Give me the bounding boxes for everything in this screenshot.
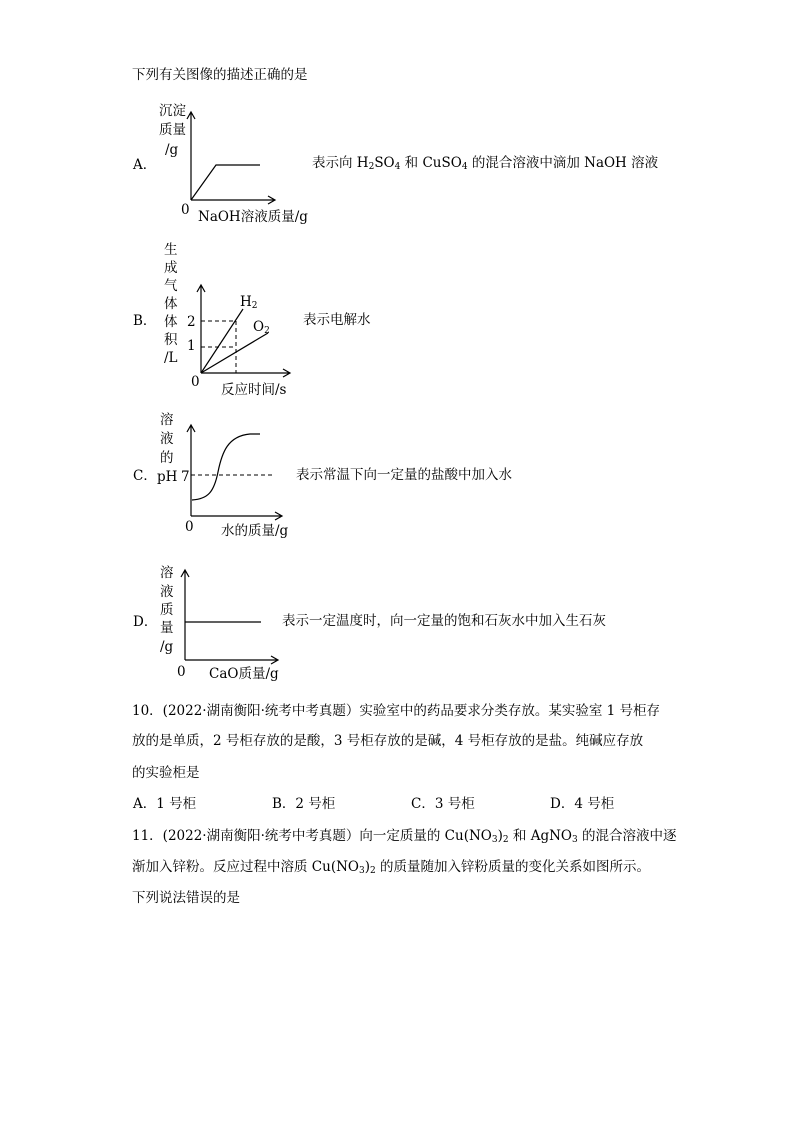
- option-b-description: 表示电解水: [303, 312, 371, 328]
- question-11-line-2: 渐加入锌粉。反应过程中溶质 $Cu(NO_3)_2$ 的质量随加入锌粉质量的变化关系如图所示。: [132, 859, 651, 876]
- option-c-ylabel-1: 溶: [160, 412, 174, 428]
- option-d-description: 表示一定温度时，向一定量的饱和石灰水中加入生石灰: [282, 613, 606, 629]
- question-intro: 下列有关图像的描述正确的是: [132, 67, 308, 83]
- option-c-ylabel-4: pH: [157, 469, 178, 485]
- option-b-ylabel-6: 积: [164, 332, 178, 348]
- option-c-ylabel-2: 液: [160, 431, 174, 447]
- option-c-origin: 0: [185, 519, 194, 535]
- option-b-series-o2: $O_2$: [253, 319, 270, 336]
- option-b-ylabel-4: 体: [164, 296, 178, 312]
- option-a-ylabel-1: 沉淀: [159, 103, 186, 119]
- option-d-ylabel-2: 液: [160, 584, 174, 600]
- option-d-label: D．: [133, 614, 158, 630]
- option-b-ylabel-1: 生: [164, 242, 178, 258]
- option-b-series-h2: $H_2$: [240, 294, 258, 311]
- option-a-description: 表示向 $H_2SO_4$ 和 CuSO$_4$ 的混合溶液中滴加 NaOH 溶液: [312, 155, 659, 172]
- question-10-choice-b: B．2 号柜: [272, 796, 336, 812]
- option-b-ylabel-2: 成: [164, 260, 178, 276]
- option-a-origin: 0: [181, 202, 190, 218]
- question-10-line-2: 放的是单质，2 号柜存放的是酸，3 号柜存放的是碱，4 号柜存放的是盐。纯碱应存放: [132, 733, 644, 749]
- option-a-xlabel: NaOH溶液质量/g: [198, 209, 308, 225]
- option-b-ylabel-7: /L: [164, 350, 178, 366]
- option-c-tick-7: 7: [181, 469, 190, 485]
- option-b-tick-2: 2: [187, 314, 196, 330]
- option-b-ylabel-3: 气: [164, 278, 178, 294]
- option-d-xlabel: CaO质量/g: [209, 666, 279, 682]
- option-c-ylabel-3: 的: [160, 450, 174, 466]
- option-b-xlabel: 反应时间/s: [221, 382, 287, 398]
- option-d-ylabel-4: 量: [160, 620, 174, 636]
- option-b-label: B．: [133, 313, 157, 329]
- option-d-origin: 0: [177, 664, 186, 680]
- question-10-line-1: 10．(2022·湖南衡阳·统考中考真题）实验室中的药品要求分类存放。某实验室 1 号柜存: [132, 703, 661, 719]
- option-c-label: C．: [133, 468, 157, 484]
- option-b-tick-1: 1: [187, 338, 196, 354]
- option-b-ylabel-5: 体: [164, 314, 178, 330]
- option-a-ylabel-3: /g: [165, 142, 179, 158]
- option-c-description: 表示常温下向一定量的盐酸中加入水: [296, 467, 512, 483]
- question-10-choice-a: A．1 号柜: [133, 796, 197, 812]
- question-10-choice-d: D．4 号柜: [550, 796, 615, 812]
- option-c-xlabel: 水的质量/g: [221, 523, 289, 539]
- question-11-line-3: 下列说法错误的是: [132, 890, 240, 906]
- option-d-ylabel-1: 溶: [160, 565, 174, 581]
- question-10-line-3: 的实验柜是: [132, 765, 200, 781]
- option-a-label: A．: [133, 157, 157, 173]
- option-d-ylabel-3: 质: [160, 602, 174, 618]
- option-b-origin: 0: [191, 374, 200, 390]
- question-11-line-1: 11．(2022·湖南衡阳·统考中考真题）向一定质量的 $Cu(NO_3)_2$ 和 AgNO$_3$ 的混合溶液中逐: [132, 828, 677, 845]
- question-10-choice-c: C．3 号柜: [411, 796, 475, 812]
- option-d-ylabel-5: /g: [160, 639, 174, 655]
- option-a-ylabel-2: 质量: [159, 122, 186, 138]
